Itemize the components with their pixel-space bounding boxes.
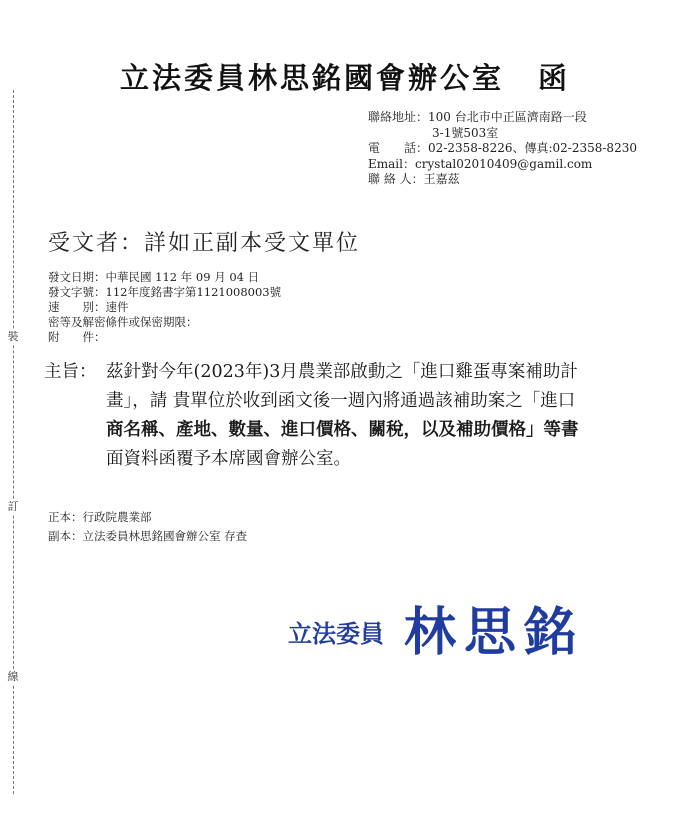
- email-label: Email：: [368, 156, 415, 171]
- attachment-label: 附 件：: [48, 330, 106, 344]
- subject-line: 畫」，請 貴單位於收到函文後一週內將通過該補助案之「進口: [106, 391, 576, 411]
- date-label: 發文日期：: [48, 270, 106, 284]
- issue-date: 中華民國 112 年 09 月 04 日: [105, 270, 260, 284]
- doc-number: 112年度銘書字第1121008003號: [105, 285, 282, 299]
- seal-name: 林思銘: [404, 602, 585, 663]
- copy-recipient-label: 副本：: [48, 529, 83, 543]
- binding-mark-ding: 訂: [7, 500, 19, 513]
- subject-line: 面資料函覆予本席國會辦公室。: [106, 449, 351, 469]
- main-recipient-label: 正本：: [48, 510, 83, 524]
- speed-label: 速 別：: [48, 300, 106, 314]
- contact-person-label: 聯 絡 人：: [368, 172, 424, 186]
- subject-line: 商名稱、產地、數量、進口價格、關稅，以及補助價格」等書: [106, 420, 579, 440]
- official-seal: [284, 592, 624, 664]
- document-meta: [48, 270, 281, 345]
- main-recipient: 行政院農業部: [82, 510, 152, 524]
- distribution-block: [48, 508, 247, 546]
- doc-number-label: 發文字號：: [48, 285, 106, 299]
- subject-section: [44, 358, 644, 474]
- copy-recipient: 立法委員林思銘國會辦公室 存查: [82, 529, 248, 543]
- contact-person: 王嘉茲: [423, 172, 460, 186]
- phone-fax: 02-2358-8226、傳真:02-2358-8230: [428, 141, 637, 155]
- subject-body: [106, 358, 644, 474]
- seal-title: 立法委員: [288, 619, 384, 648]
- recipient-label: 受文者：: [48, 231, 145, 256]
- secrecy-label: 密等及解密條件或保密期限：: [48, 315, 198, 329]
- recipient-value: 詳如正副本受文單位: [144, 231, 361, 256]
- binding-mark-xian: 線: [7, 670, 19, 683]
- email-value: crystal02010409@gamil.com: [414, 156, 593, 171]
- speed-value: 速件: [105, 300, 129, 314]
- contact-block: [368, 110, 637, 188]
- address-label: 聯絡地址：: [368, 110, 429, 124]
- recipient-line: [48, 226, 360, 257]
- address-line1: 100 台北市中正區濟南路一段: [428, 110, 587, 124]
- binding-mark-zhuang: 裝: [7, 330, 19, 343]
- document-type: 函: [538, 61, 571, 95]
- binding-line: [13, 90, 14, 794]
- office-name: 立法委員林思銘國會辦公室: [119, 61, 504, 95]
- phone-label: 電 話：: [368, 141, 429, 155]
- subject-label: 主旨：: [44, 362, 97, 382]
- address-line2: 3-1號503室: [432, 125, 499, 140]
- document-title: [0, 56, 690, 97]
- subject-line: 茲針對今年(2023年)3月農業部啟動之「進口雞蛋專案補助計: [106, 362, 578, 382]
